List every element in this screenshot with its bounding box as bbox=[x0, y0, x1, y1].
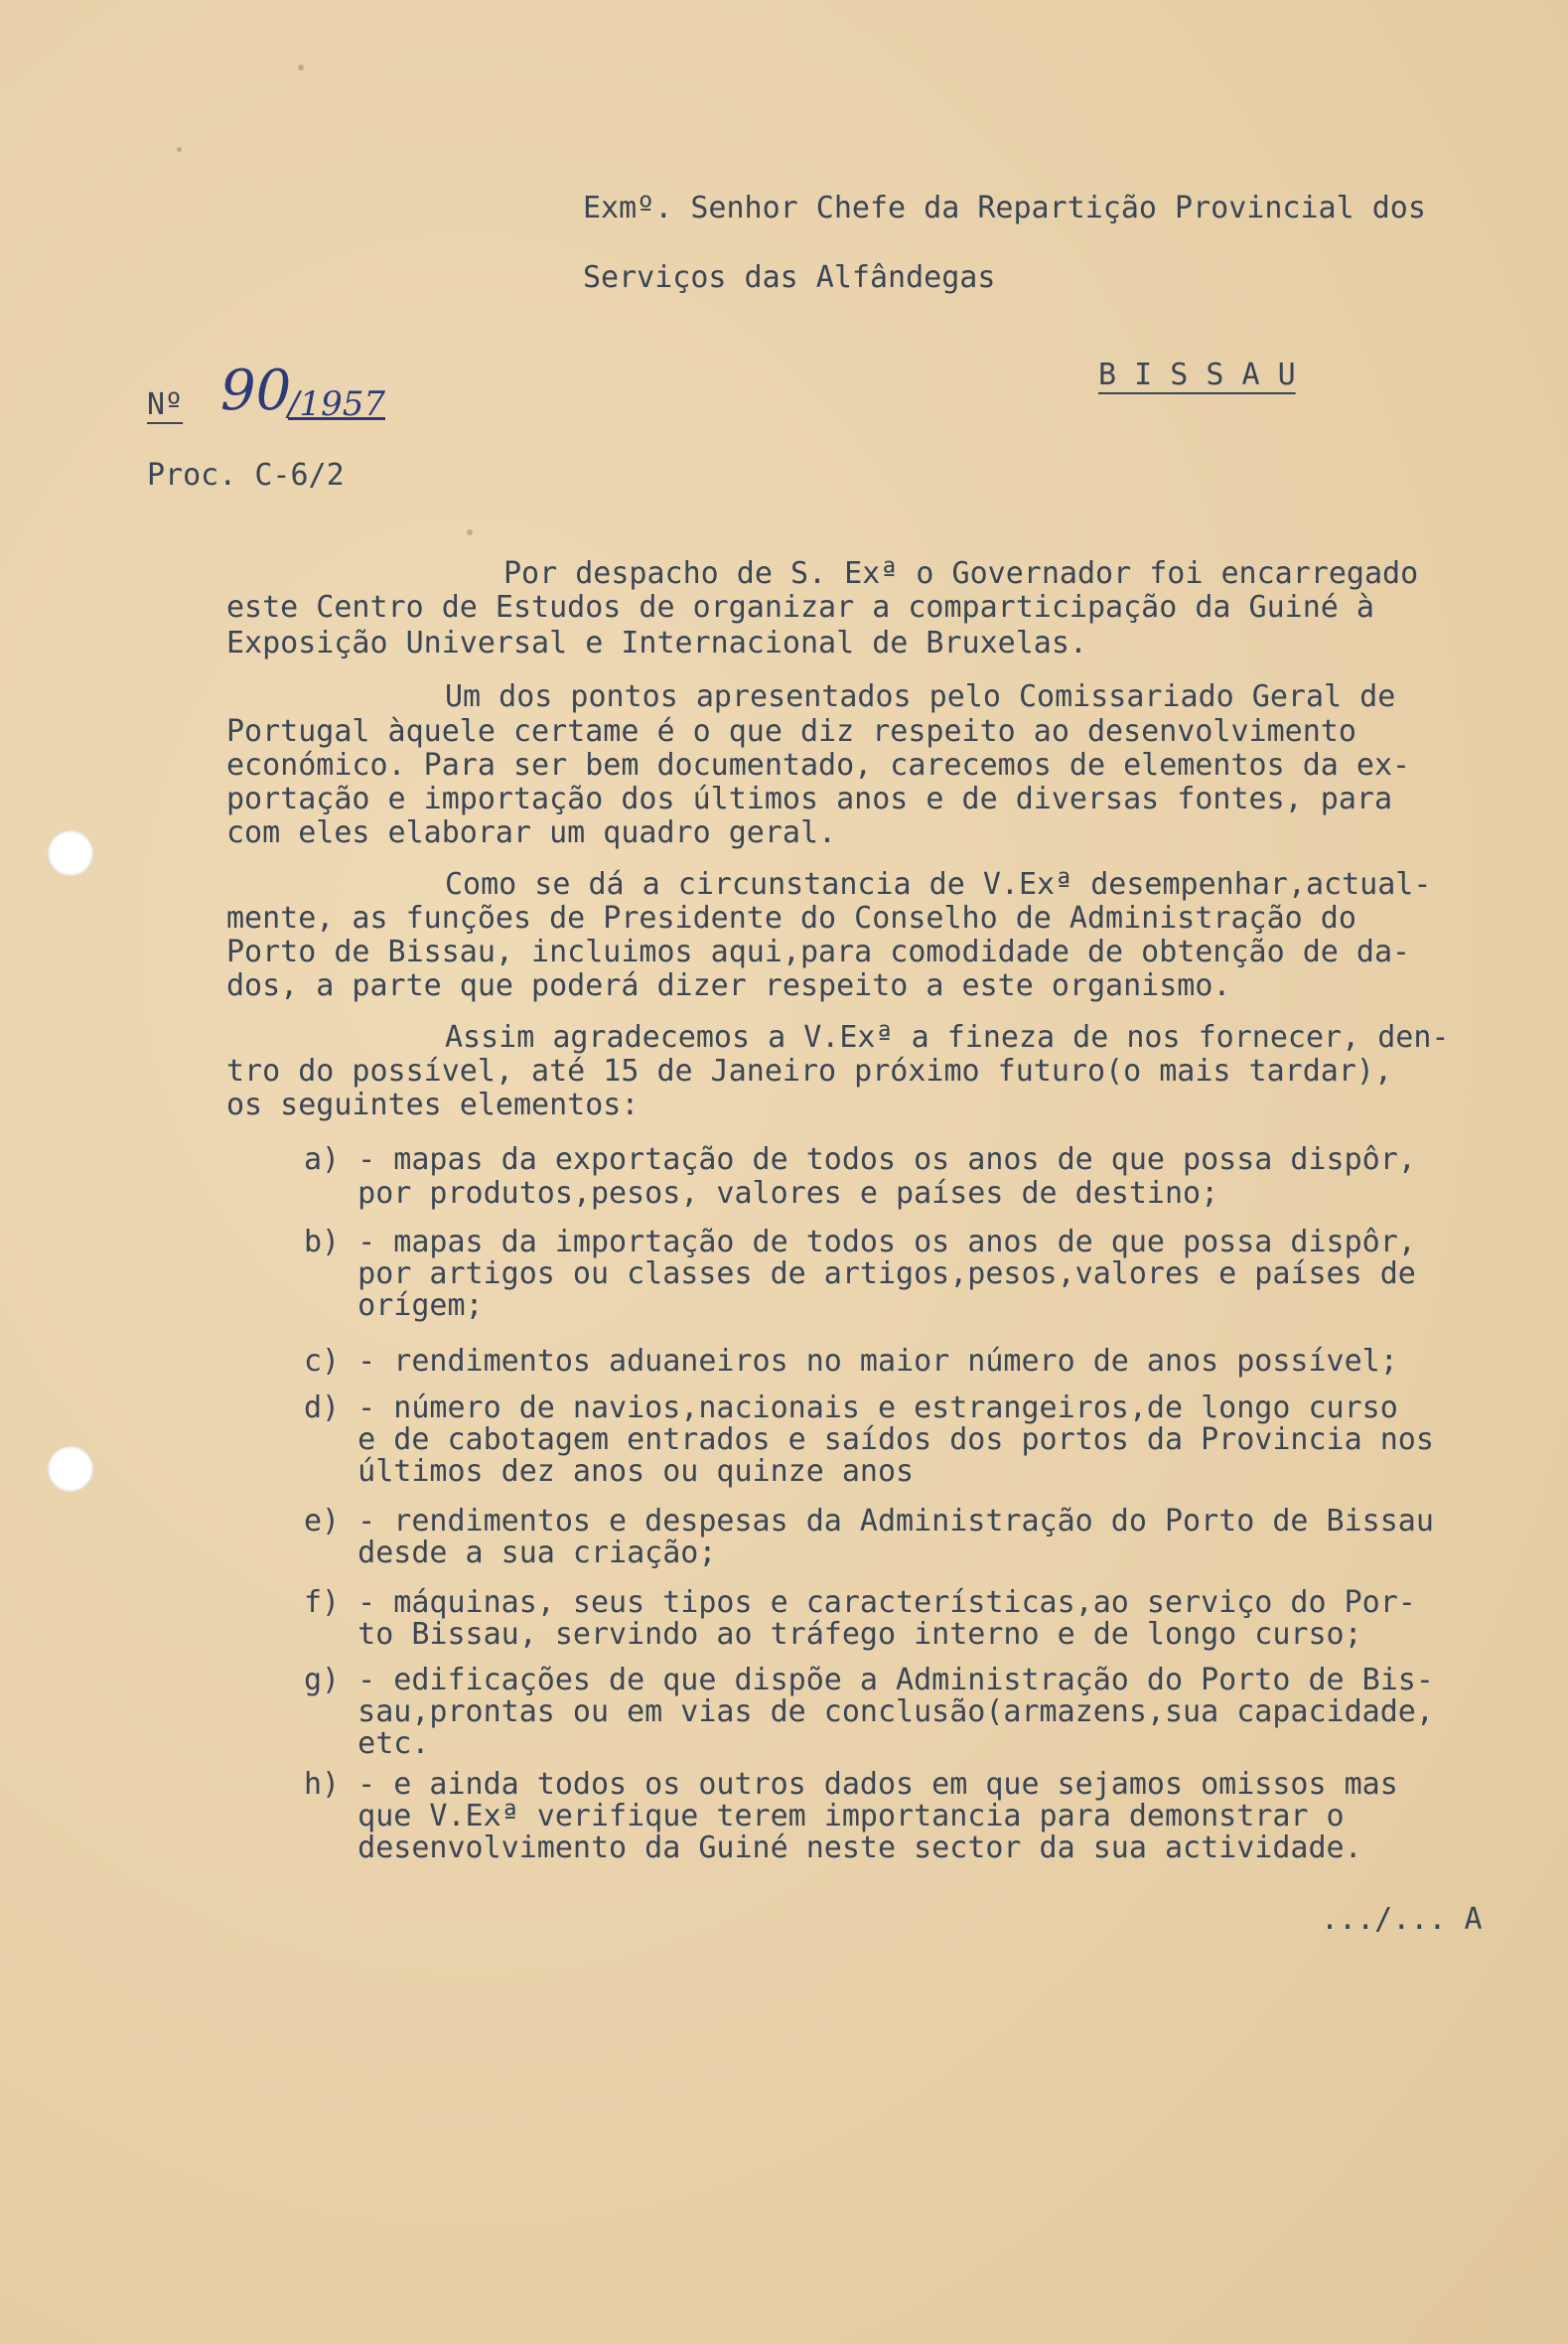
item-line: c) - rendimentos aduaneiros no maior número de anos possível; bbox=[304, 1344, 1398, 1379]
item-line: e) - rendimentos e despesas da Administração do Porto de Bissau bbox=[304, 1504, 1434, 1538]
page-continuation: .../... A bbox=[1321, 1902, 1483, 1937]
body-line: tro do possível, até 15 de Janeiro próximo futuro(o mais tardar), bbox=[226, 1054, 1392, 1089]
body-line: com eles elaborar um quadro geral. bbox=[226, 815, 837, 850]
punch-hole-bottom bbox=[48, 1446, 93, 1492]
item-line: e de cabotagem entrados e saídos dos portos da Provincia nos bbox=[304, 1422, 1434, 1457]
paper-spot bbox=[298, 65, 304, 71]
body-line: Exposição Universal e Internacional de Bruxelas. bbox=[226, 626, 1087, 660]
body-line: dos, a parte que poderá dizer respeito a este organismo. bbox=[226, 968, 1231, 1003]
addressee-city: B I S S A U bbox=[1098, 358, 1296, 392]
body-line: Como se dá a circunstancia de V.Exª desempenhar,actual- bbox=[445, 867, 1432, 902]
addressee-line-2: Serviços das Alfândegas bbox=[583, 260, 996, 295]
item-line: to Bissau, servindo ao tráfego interno e de longo curso; bbox=[304, 1617, 1362, 1652]
body-line: portação e importação dos últimos anos e de diversas fontes, para bbox=[226, 782, 1392, 816]
body-line: Portugal àquele certame é o que diz respeito ao desenvolvimento bbox=[226, 714, 1356, 749]
item-line: desde a sua criação; bbox=[304, 1536, 717, 1570]
item-line: que V.Exª verifique terem importancia para demonstrar o bbox=[304, 1799, 1345, 1833]
addressee-line-1: Exmº. Senhor Chefe da Repartição Provincial dos bbox=[583, 191, 1426, 225]
item-line: h) - e ainda todos os outros dados em que sejamos omissos mas bbox=[304, 1767, 1398, 1802]
item-line: desenvolvimento da Guiné neste sector da sua actividade. bbox=[304, 1831, 1362, 1865]
reference-proc: Proc. C-6/2 bbox=[147, 458, 345, 493]
body-line: Por despacho de S. Exª o Governador foi encarregado bbox=[503, 556, 1419, 591]
body-line: Um dos pontos apresentados pelo Comissariado Geral de bbox=[445, 679, 1396, 714]
item-line: a) - mapas da exportação de todos os anos de que possa dispôr, bbox=[304, 1142, 1416, 1177]
punch-hole-top bbox=[48, 830, 93, 876]
handwritten-year: /1957 bbox=[288, 384, 385, 424]
paper-spot bbox=[467, 529, 473, 535]
item-line: d) - número de navios,nacionais e estrangeiros,de longo curso bbox=[304, 1391, 1398, 1425]
item-line: últimos dez anos ou quinze anos bbox=[304, 1454, 915, 1489]
paper-spot bbox=[177, 147, 182, 152]
item-line: por artigos ou classes de artigos,pesos,valores e países de bbox=[304, 1256, 1416, 1291]
body-line: Porto de Bissau, incluimos aqui,para comodidade de obtenção de da- bbox=[226, 935, 1411, 969]
item-line: por produtos,pesos, valores e países de destino; bbox=[304, 1176, 1219, 1211]
item-line: etc. bbox=[304, 1726, 430, 1761]
item-line: sau,prontas ou em vias de conclusão(armazens,sua capacidade, bbox=[304, 1694, 1434, 1729]
reference-number-prefix: Nº bbox=[147, 387, 184, 422]
handwritten-number: 90 bbox=[220, 359, 292, 423]
body-line: mente, as funções de Presidente do Conselho de Administração do bbox=[226, 901, 1356, 936]
body-line: os seguintes elementos: bbox=[226, 1088, 640, 1122]
item-line: orígem; bbox=[304, 1288, 484, 1323]
body-line: Assim agradecemos a V.Exª a fineza de nos fornecer, den- bbox=[445, 1020, 1450, 1055]
item-line: b) - mapas da importação de todos os anos de que possa dispôr, bbox=[304, 1225, 1416, 1259]
body-line: este Centro de Estudos de organizar a comparticipação da Guiné à bbox=[226, 590, 1374, 625]
item-line: g) - edificações de que dispõe a Administração do Porto de Bis- bbox=[304, 1663, 1434, 1697]
item-line: f) - máquinas, seus tipos e características,ao serviço do Por- bbox=[304, 1585, 1416, 1620]
body-line: económico. Para ser bem documentado, carecemos de elementos da ex- bbox=[226, 748, 1411, 783]
